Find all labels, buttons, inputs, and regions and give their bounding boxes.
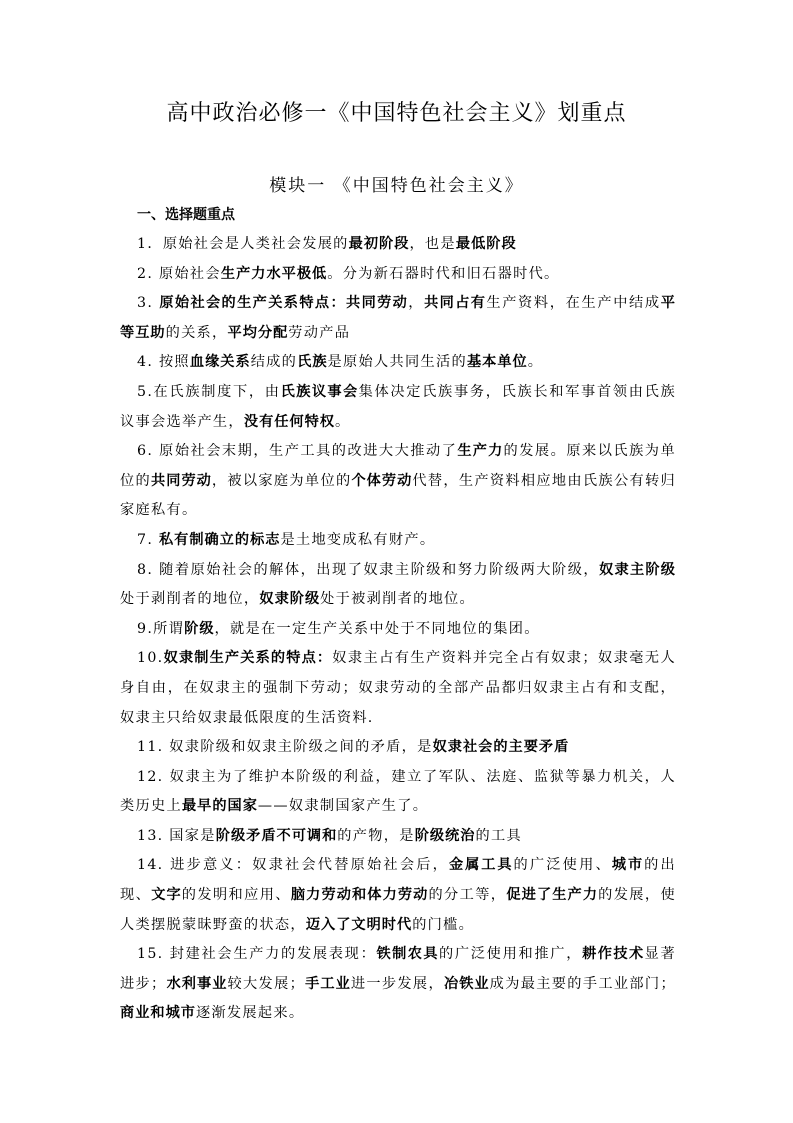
body-text: 的发明和应用、	[181, 887, 291, 904]
emphasis-text: 冶铁业	[443, 975, 490, 992]
body-text: 的门槛。	[412, 916, 475, 933]
emphasis-text: 奴隶社会的主要矛盾	[432, 739, 570, 756]
body-text: 的广泛使用、	[513, 857, 612, 874]
emphasis-text: 氏族议事会	[280, 383, 359, 400]
body-text: ，就是在一定生产关系中处于不同地位的集团。	[214, 620, 540, 637]
module-subtitle: 模块一 《中国特色社会主义》	[269, 176, 524, 196]
body-text: 13. 国家是	[137, 827, 216, 844]
emphasis-text: 基本单位	[466, 354, 528, 371]
body-text: 结成的	[250, 354, 298, 371]
list-item	[120, 260, 676, 290]
body-text: 是原始人共同生活的	[327, 354, 467, 371]
list-item	[120, 615, 676, 645]
body-text: 处于剥削者的地位，	[120, 591, 260, 608]
list-item	[120, 763, 676, 822]
body-text: 3.	[137, 295, 160, 312]
emphasis-text: 铁制农具	[376, 946, 439, 963]
body-text: 6. 原始社会末期，生产工具的改进大大推动了	[137, 443, 458, 460]
emphasis-text: 氏族	[297, 354, 328, 371]
body-text: 5.在氏族制度下，由	[137, 383, 281, 400]
key-points-list	[120, 230, 676, 1029]
body-text: 的关系，	[165, 324, 228, 341]
body-text: 较大发展；	[227, 975, 306, 992]
list-item	[120, 822, 676, 852]
body-text: 的出现、	[120, 857, 676, 904]
body-text: 8. 随着原始社会的解体，出现了奴隶主阶级和努力阶级两大阶级，	[137, 561, 600, 578]
body-text: 逐渐发展起来。	[195, 1005, 305, 1022]
emphasis-text: 手工业	[305, 975, 351, 992]
emphasis-text: 迈入了文明时代	[305, 916, 413, 933]
emphasis-text: 生产力	[457, 443, 504, 460]
list-item	[120, 289, 676, 348]
emphasis-text: 阶级统治	[414, 827, 476, 844]
emphasis-text: 耕作技术	[582, 946, 645, 963]
list-item	[120, 733, 676, 763]
body-text: 4. 按照	[137, 354, 190, 371]
body-text: 显著进步；	[120, 946, 676, 992]
body-text: 的工具	[475, 827, 522, 844]
body-text: 生产资料，在生产中结成	[486, 295, 661, 312]
emphasis-text: 没有任何特权	[243, 413, 336, 430]
list-item	[120, 556, 676, 615]
emphasis-text: 促进了生产力	[506, 887, 599, 904]
body-text: ，	[408, 295, 425, 312]
body-text: 1．原始社会是人类社会发展的	[137, 236, 349, 252]
body-text: 2. 原始社会	[137, 265, 221, 282]
emphasis-text: 商业和城市	[120, 1005, 196, 1022]
emphasis-text: 共同劳动	[151, 472, 212, 489]
emphasis-text: 平等互助	[120, 295, 676, 341]
emphasis-text: 原始社会的生产关系特点：共同劳动	[159, 295, 409, 312]
body-text: 进一步发展，	[350, 975, 444, 992]
list-item	[120, 940, 676, 1029]
body-text: 的产物，是	[337, 827, 415, 844]
body-text: ，也是	[409, 236, 456, 252]
emphasis-text: 脑力劳动和体力劳动	[290, 887, 429, 904]
list-item	[120, 851, 676, 940]
body-text: 劳动产品	[288, 324, 351, 341]
list-item	[120, 526, 676, 556]
body-text: 是土地变成私有财产。	[280, 531, 436, 548]
list-item	[120, 230, 676, 260]
emphasis-text: 最低阶段	[455, 236, 517, 252]
body-text: 的分工等，	[428, 887, 507, 904]
emphasis-text: 阶级矛盾不可调和	[215, 827, 338, 844]
emphasis-text: 奴隶阶级	[259, 591, 321, 608]
emphasis-text: 生产力水平极低	[220, 265, 328, 282]
body-text: 的发展，使人类摆脱蒙昧野蛮的状态，	[120, 887, 676, 933]
section-heading: 一、选择题重点	[137, 207, 235, 223]
emphasis-text: 奴隶主阶级	[599, 561, 676, 578]
body-text: 。分为新石器时代和旧石器时代。	[327, 265, 560, 282]
body-text: 的发展。原来以氏族为单位的	[120, 443, 676, 489]
emphasis-text: 平均分配	[227, 324, 289, 341]
body-text: 10.	[137, 650, 164, 667]
emphasis-text: 金属工具	[449, 857, 514, 874]
body-text: 。	[335, 413, 351, 430]
emphasis-text: 最早的国家	[181, 798, 258, 815]
body-text: 代替，生产资料相应地由氏族公有转归家庭私有。	[120, 472, 676, 519]
body-text: ——奴隶制国家产生了。	[257, 798, 429, 815]
emphasis-text: 个体劳动	[351, 472, 413, 489]
body-text: 处于被剥削者的地位。	[320, 591, 476, 608]
emphasis-text: 文字	[151, 887, 182, 904]
emphasis-text: 阶级	[184, 620, 215, 637]
list-item	[120, 644, 676, 733]
list-item	[120, 437, 676, 526]
body-text: 14. 进步意义：奴隶社会代替原始社会后，	[137, 857, 450, 874]
emphasis-text: 奴隶制生产关系的特点：	[163, 650, 333, 667]
body-text: 成为最主要的手工业部门；	[489, 975, 676, 992]
list-item	[120, 378, 676, 437]
body-text: 。	[527, 354, 544, 371]
emphasis-text: 血缘关系	[189, 354, 251, 371]
emphasis-text: 共同占有	[424, 295, 487, 312]
body-text: 11. 奴隶阶级和奴隶主阶级之间的矛盾，是	[137, 739, 433, 756]
body-text: 15. 封建社会生产力的发展表现：	[137, 946, 377, 963]
emphasis-text: 私有制确立的标志	[158, 531, 281, 548]
body-text: ，被以家庭为单位的	[211, 472, 352, 489]
emphasis-text: 城市	[611, 857, 645, 874]
document-title: 高中政治必修一《中国特色社会主义》划重点	[166, 101, 627, 126]
body-text: 集体决定氏族事务，氏族长和军事首领由氏族议事会选举产生，	[120, 383, 676, 430]
body-text: 7.	[137, 531, 159, 548]
list-item	[120, 348, 676, 378]
body-text: 的广泛使用和推广，	[438, 946, 583, 963]
emphasis-text: 最初阶段	[348, 236, 410, 252]
body-text: 9.所谓	[137, 620, 185, 637]
emphasis-text: 水利事业	[166, 975, 228, 992]
body-text: 12. 奴隶主为了维护本阶级的利益，建立了军队、法庭、监狱等暴力机关，人类历史上	[120, 768, 676, 815]
body-text: 奴隶主占有生产资料并完全占有奴隶；奴隶毫无人身自由，在奴隶主的强制下劳动；奴隶劳动的全部产品都归奴隶主占有和支配，奴隶主只给奴隶最低限度的生活资料.	[120, 650, 676, 726]
